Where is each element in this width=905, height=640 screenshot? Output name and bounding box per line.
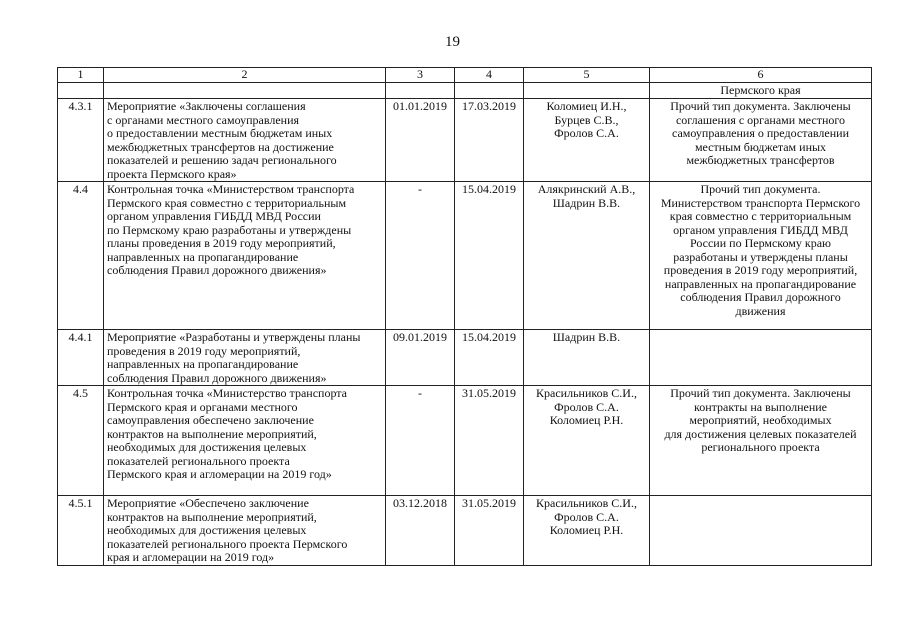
start-date: 01.01.2019 <box>386 99 455 182</box>
cell-line: движения <box>735 303 786 318</box>
column-header: 5 <box>524 68 650 83</box>
document-note <box>650 386 872 496</box>
start-date: - <box>386 182 455 330</box>
column-header: 6 <box>650 68 872 83</box>
table-body <box>58 99 872 566</box>
cell-line: Коломиец И.Н., <box>546 99 627 113</box>
cell-line: России по Пермскому краю <box>689 236 832 250</box>
cell-line: межбюджетных трансфертов на достижение <box>107 139 334 154</box>
cell-line: по Пермскому краю разработаны и утверждены <box>107 222 352 237</box>
table-row <box>58 386 872 496</box>
cell-line: Коломиец Р.Н. <box>549 523 624 537</box>
cell-line: Алякринский А.В., <box>537 182 636 196</box>
cell-line: Прочий тип документа. Заключены <box>670 99 851 113</box>
cell-line: Министерством транспорта Пермского <box>660 195 861 210</box>
cell-line: самоуправления обеспечено заключение <box>107 413 314 427</box>
row-number: 4.5 <box>58 386 104 496</box>
cell-line: проведения в 2019 году мероприятий, <box>663 263 858 277</box>
end-date: 31.05.2019 <box>455 496 524 566</box>
continuation-cell <box>524 83 650 99</box>
cell-line: местным бюджетам иных <box>694 139 827 154</box>
cell-line: Коломиец Р.Н. <box>549 413 624 427</box>
cell-line: соблюдения Правил дорожного <box>680 290 841 304</box>
row-description <box>104 182 386 330</box>
responsible-persons <box>524 496 650 566</box>
cell-line: Фролов С.А. <box>554 126 619 140</box>
cell-line: Пермского края и органами местного <box>107 399 298 414</box>
cell-line: контрактов на выполнение мероприятий, <box>107 426 317 441</box>
end-date: 15.04.2019 <box>455 182 524 330</box>
cell-line: Бурцев С.В., <box>554 112 619 127</box>
document-note <box>650 330 872 386</box>
column-header: 1 <box>58 68 104 83</box>
row-description <box>104 386 386 496</box>
end-date: 15.04.2019 <box>455 330 524 386</box>
table-row <box>58 182 872 330</box>
continuation-cell <box>455 83 524 99</box>
cell-line: Мероприятие «Заключены соглашения <box>107 99 306 113</box>
responsible-persons <box>524 182 650 330</box>
cell-line: показателей регионального проекта <box>107 453 290 468</box>
document-note <box>650 99 872 182</box>
cell-line: планы проведения в 2019 году мероприятий, <box>107 236 336 250</box>
cell-line: мероприятий, необходимых <box>689 413 832 427</box>
continuation-cell <box>386 83 455 99</box>
cell-line: края совместно с территориальным <box>669 209 852 223</box>
start-date: - <box>386 386 455 496</box>
cell-line: соглашения с органами местного <box>675 112 846 127</box>
end-date: 17.03.2019 <box>455 99 524 182</box>
responsible-persons <box>524 386 650 496</box>
cell-line: направленных на пропагандирование <box>107 357 299 371</box>
page-number: 19 <box>445 34 460 50</box>
document-note <box>650 182 872 330</box>
column-number-row <box>58 68 872 83</box>
column-header: 3 <box>386 68 455 83</box>
cell-line: Пермского края и агломерации на 2019 год» <box>107 467 332 481</box>
cell-line: соблюдения Правил дорожного движения» <box>107 370 327 385</box>
cell-line: Прочий тип документа. <box>700 182 821 196</box>
cell-line: Прочий тип документа. Заключены <box>670 386 851 400</box>
cell-line: Пермского края совместно с территориальным <box>107 195 347 210</box>
row-description <box>104 99 386 182</box>
cell-line: органом управления ГИБДД МВД России <box>107 209 321 223</box>
row-number: 4.3.1 <box>58 99 104 182</box>
cell-line: органом управления ГИБДД МВД <box>673 222 848 237</box>
document-note <box>650 496 872 566</box>
cell-line: Мероприятие «Обеспечено заключение <box>107 496 309 510</box>
end-date: 31.05.2019 <box>455 386 524 496</box>
cell-line: с органами местного самоуправления <box>107 112 300 127</box>
cell-line: контракты на выполнение <box>694 399 827 414</box>
continuation-cell: Пермского края <box>650 83 872 99</box>
column-header: 2 <box>104 68 386 83</box>
start-date: 03.12.2018 <box>386 496 455 566</box>
cell-line: направленных на пропагандирование <box>107 249 299 264</box>
start-date: 09.01.2019 <box>386 330 455 386</box>
table-row <box>58 99 872 182</box>
cell-line: края и агломерации на 2019 год» <box>107 550 275 564</box>
responsible-persons <box>524 330 650 386</box>
cell-line: Шадрин В.В. <box>552 330 621 344</box>
cell-line: контрактов на выполнение мероприятий, <box>107 509 317 524</box>
cell-line: соблюдения Правил дорожного движения» <box>107 263 327 277</box>
row-number: 4.4 <box>58 182 104 330</box>
continuation-cell <box>58 83 104 99</box>
cell-line: проекта Пермского края» <box>107 166 237 181</box>
cell-line: межбюджетных трансфертов <box>686 153 835 167</box>
column-header: 4 <box>455 68 524 83</box>
cell-line: необходимых для достижения целевых <box>107 440 307 454</box>
cell-line: Красильников С.И., <box>536 386 637 400</box>
cell-line: показателей регионального проекта Пермского <box>107 536 348 551</box>
row-description <box>104 496 386 566</box>
cell-line: Фролов С.А. <box>554 399 619 414</box>
continuation-row <box>58 83 872 99</box>
cell-line: для достижения целевых показателей <box>664 426 857 441</box>
cell-line: Шадрин В.В. <box>552 195 621 210</box>
row-description <box>104 330 386 386</box>
responsible-persons <box>524 99 650 182</box>
cell-line: Мероприятие «Разработаны и утверждены планы <box>107 330 361 344</box>
cell-line: разработаны и утверждены планы <box>673 249 848 264</box>
table-row <box>58 330 872 386</box>
cell-line: показателей и решению задач регионального <box>107 153 337 167</box>
cell-line: Контрольная точка «Министерство транспорта <box>107 386 348 400</box>
cell-line: самоуправления о предоставлении <box>672 126 849 140</box>
plan-table <box>57 67 872 566</box>
cell-line: необходимых для достижения целевых <box>107 523 307 537</box>
cell-line: регионального проекта <box>701 440 820 454</box>
continuation-cell <box>104 83 386 99</box>
cell-line: Фролов С.А. <box>554 509 619 524</box>
cell-line: проведения в 2019 году мероприятий, <box>107 343 301 358</box>
cell-line: направленных на пропагандирование <box>664 276 857 291</box>
row-number: 4.5.1 <box>58 496 104 566</box>
cell-line: о предоставлении местным бюджетам иных <box>107 126 333 140</box>
table-row <box>58 496 872 566</box>
cell-line: Контрольная точка «Министерством транспорта <box>107 182 355 196</box>
cell-line: Красильников С.И., <box>536 496 637 510</box>
row-number: 4.4.1 <box>58 330 104 386</box>
